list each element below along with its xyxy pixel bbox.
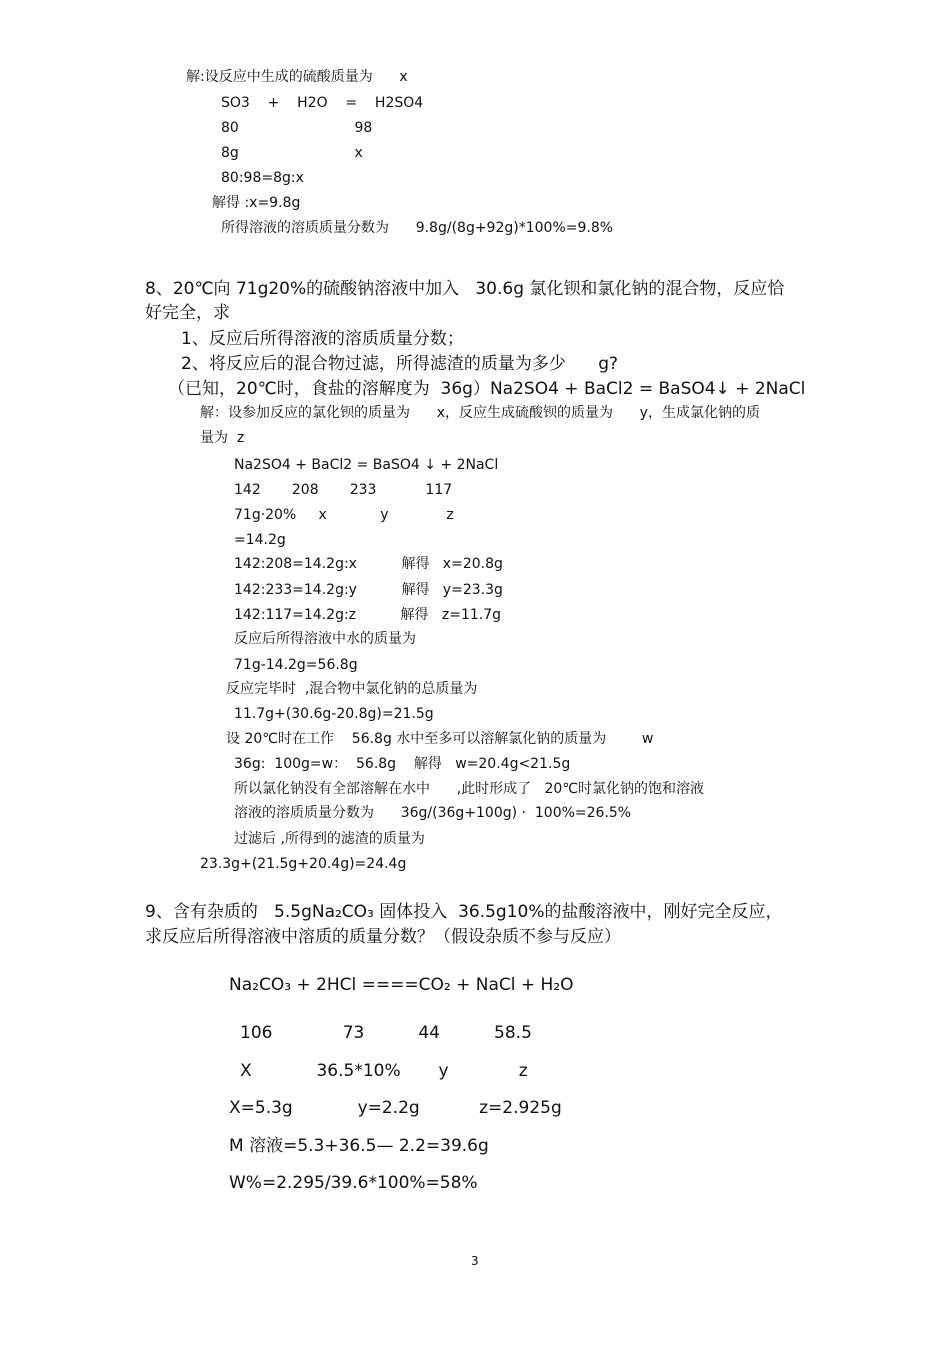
- block1-line: 80:98=8g:x: [221, 170, 304, 186]
- q8-note: （已知，20℃时，食盐的溶解度为 36g）Na2SO4 + BaCl2 = BaSO4↓ + 2NaCl: [168, 379, 806, 399]
- page-number: 3: [471, 1254, 479, 1268]
- q8-line2: 好完全，求: [145, 303, 230, 323]
- sol9-line: X 36.5*10% y z: [240, 1061, 528, 1081]
- sol8-line: Na2SO4 + BaCl2 = BaSO4 ↓ + 2NaCl: [234, 457, 499, 473]
- q8-sub2: 2、将反应后的混合物过滤，所得滤渣的质量为多少 g?: [181, 354, 619, 374]
- sol8-line: 142:117=14.2g:z 解得 z=11.7g: [234, 607, 502, 623]
- sol9-line: 106 73 44 58.5: [240, 1023, 532, 1043]
- sol8-line: 量为 z: [200, 430, 245, 446]
- sol9-line: X=5.3g y=2.2g z=2.925g: [229, 1098, 562, 1118]
- block1-line: 80 98: [221, 120, 373, 136]
- sol8-line: 71g·20% x y z: [234, 507, 454, 523]
- block1-line: 8g x: [221, 145, 363, 161]
- sol9-line: Na₂CO₃ + 2HCl ====CO₂ + NaCl + H₂O: [229, 975, 574, 995]
- sol8-line: 反应后所得溶液中水的质量为: [234, 631, 416, 647]
- q8-sub1: 1、反应后所得溶液的溶质质量分数；: [181, 329, 464, 349]
- block1-line: 所得溶液的溶质质量分数为 9.8g/(8g+92g)*100%=9.8%: [221, 220, 614, 236]
- sol8-line: 36g: 100g=w： 56.8g 解得 w=20.4g<21.5g: [234, 756, 571, 772]
- q8-line1: 8、20℃向 71g20%的硫酸钠溶液中加入 30.6g 氯化钡和氯化钠的混合物，反应恰: [145, 279, 785, 299]
- block1-line: 解:设反应中生成的硫酸质量为 x: [186, 69, 408, 85]
- sol8-line: 过滤后 ,所得到的滤渣的质量为: [234, 831, 425, 847]
- q9-line1: 9、含有杂质的 5.5gNa₂CO₃ 固体投入 36.5g10%的盐酸溶液中，刚好完全反应，: [145, 902, 783, 922]
- sol9-line: W%=2.295/39.6*100%=58%: [229, 1173, 478, 1193]
- block1-line: SO3 + H2O = H2SO4: [221, 95, 424, 111]
- sol8-line: 11.7g+(30.6g-20.8g)=21.5g: [234, 706, 434, 722]
- sol8-line: 反应完毕时 ,混合物中氯化钠的总质量为: [226, 681, 478, 697]
- sol8-line: 142 208 233 117: [234, 482, 453, 498]
- sol8-line: 溶液的溶质质量分数为 36g/(36g+100g) · 100%=26.5%: [234, 805, 632, 821]
- sol8-line: 所以氯化钠没有全部溶解在水中 ,此时形成了 20℃时氯化钠的饱和溶液: [234, 781, 705, 797]
- sol8-line: 142:233=14.2g:y 解得 y=23.3g: [234, 582, 503, 598]
- sol8-line: =14.2g: [234, 532, 286, 548]
- block1-line: 解得 :x=9.8g: [212, 195, 301, 211]
- sol8-line: 71g-14.2g=56.8g: [234, 657, 358, 673]
- sol8-line: 142:208=14.2g:x 解得 x=20.8g: [234, 556, 503, 572]
- sol9-line: M 溶液=5.3+36.5— 2.2=39.6g: [229, 1136, 489, 1156]
- sol8-line: 设 20℃时在工作 56.8g 水中至多可以溶解氯化钠的质量为 w: [226, 731, 654, 747]
- sol8-line: 23.3g+(21.5g+20.4g)=24.4g: [200, 856, 407, 872]
- q9-line2: 求反应后所得溶液中溶质的质量分数？（假设杂质不参与反应）: [145, 927, 621, 947]
- sol8-line: 解：设参加反应的氯化钡的质量为 x，反应生成硫酸钡的质量为 y，生成氯化钠的质: [200, 405, 760, 421]
